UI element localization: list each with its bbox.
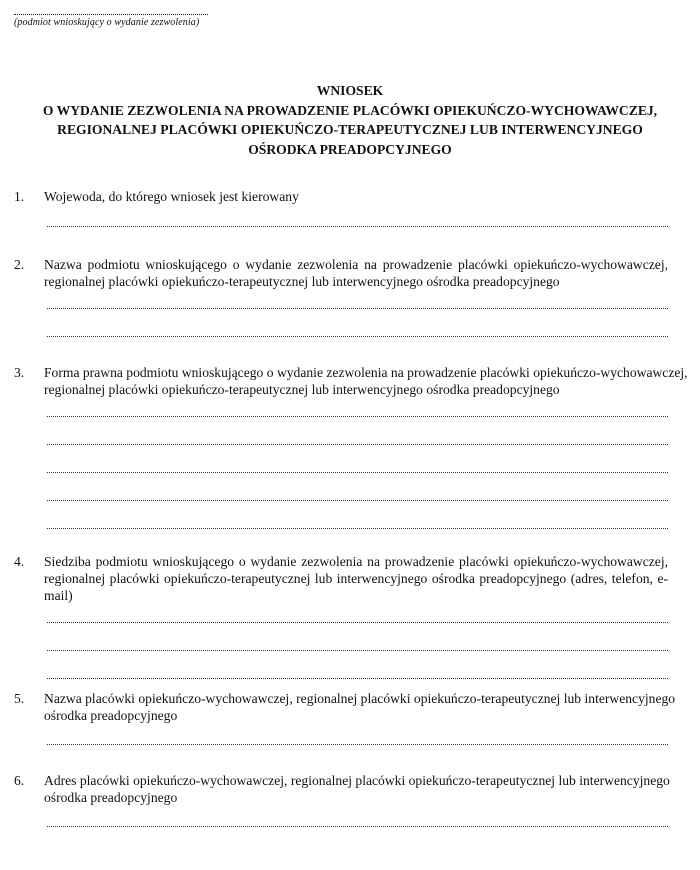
answer-fill-line[interactable] bbox=[47, 471, 668, 473]
section-label bbox=[44, 690, 676, 724]
answer-fill-line[interactable] bbox=[47, 621, 668, 623]
title-line-1: WNIOSEK bbox=[316, 83, 384, 98]
section-number: 2. bbox=[14, 257, 25, 272]
applicant-label: (podmiot wnioskujący o wydanie zezwolenia) bbox=[14, 17, 200, 28]
answer-fill-line[interactable] bbox=[47, 225, 668, 227]
section-label-line: ośrodka preadopcyjnego bbox=[44, 708, 178, 723]
section-number: 6. bbox=[14, 773, 25, 788]
section-number: 4. bbox=[14, 554, 25, 569]
answer-fill-line[interactable] bbox=[47, 443, 668, 445]
applicant-fill-line[interactable] bbox=[14, 2, 208, 15]
section-3 bbox=[14, 364, 688, 529]
section-label-line: Nazwa podmiotu wnioskującego o wydanie zezwolenia na prowadzenie placówki opiekuńczo-wychowawczej, bbox=[44, 257, 668, 272]
section-6 bbox=[14, 772, 668, 827]
section-label-line: Siedziba podmiotu wnioskującego o wydanie zezwolenia na prowadzenie placówki opiekuńczo-wychowawczej, bbox=[44, 554, 668, 569]
section-4 bbox=[14, 553, 668, 679]
section-label-line: regionalnej placówki opiekuńczo-terapeutycznej lub interwencyjnego ośrodka preadopcyjnego (adres, telefon, e-mail) bbox=[44, 571, 668, 603]
section-label bbox=[44, 553, 668, 604]
section-label-line: regionalnej placówki opiekuńczo-terapeutycznej lub interwencyjnego ośrodka preadopcyjnego bbox=[44, 382, 560, 397]
section-1 bbox=[14, 188, 668, 227]
section-label-line: regionalnej placówki opiekuńczo-terapeutycznej lub interwencyjnego ośrodka preadopcyjnego bbox=[44, 274, 560, 289]
answer-fill-line[interactable] bbox=[47, 677, 668, 679]
answer-fill-line[interactable] bbox=[47, 825, 668, 827]
section-label-line: Forma prawna podmiotu wnioskującego o wydanie zezwolenia na prowadzenie placówki opiekuńczo-wychowawczej, bbox=[44, 365, 688, 380]
document-title bbox=[20, 81, 680, 159]
answer-fill-line[interactable] bbox=[47, 527, 668, 529]
section-label-line: Nazwa placówki opiekuńczo-wychowawczej, regionalnej placówki opiekuńczo-terapeutycznej lub interwencyjnego bbox=[44, 691, 676, 706]
answer-fill-line[interactable] bbox=[47, 743, 668, 745]
section-number: 1. bbox=[14, 189, 25, 204]
answer-fill-line[interactable] bbox=[47, 499, 668, 501]
section-5 bbox=[14, 690, 676, 745]
applicant-block bbox=[14, 2, 208, 28]
section-label-line: Adres placówki opiekuńczo-wychowawczej, regionalnej placówki opiekuńczo-terapeutycznej lub interwencyjnego bbox=[44, 773, 670, 788]
title-line-3: REGIONALNEJ PLACÓWKI OPIEKUŃCZO-TERAPEUTYCZNEJ LUB INTERWENCYJNEGO bbox=[57, 122, 643, 137]
title-line-4: OŚRODKA PREADOPCYJNEGO bbox=[248, 141, 452, 157]
answer-fill-line[interactable] bbox=[47, 415, 668, 417]
section-2 bbox=[14, 256, 668, 337]
answer-fill-line[interactable] bbox=[47, 335, 668, 337]
section-label-line: Wojewoda, do którego wniosek jest kierowany bbox=[44, 189, 299, 204]
section-label bbox=[44, 772, 668, 806]
answer-fill-line[interactable] bbox=[47, 307, 668, 309]
section-label bbox=[44, 188, 668, 205]
title-line-2: O WYDANIE ZEZWOLENIA NA PROWADZENIE PLACÓWKI OPIEKUŃCZO-WYCHOWAWCZEJ, bbox=[42, 102, 658, 118]
section-label bbox=[44, 364, 688, 398]
section-label-line: ośrodka preadopcyjnego bbox=[44, 790, 178, 805]
section-number: 3. bbox=[14, 365, 25, 380]
section-label bbox=[44, 256, 668, 290]
answer-fill-line[interactable] bbox=[47, 649, 668, 651]
section-number: 5. bbox=[14, 691, 25, 706]
